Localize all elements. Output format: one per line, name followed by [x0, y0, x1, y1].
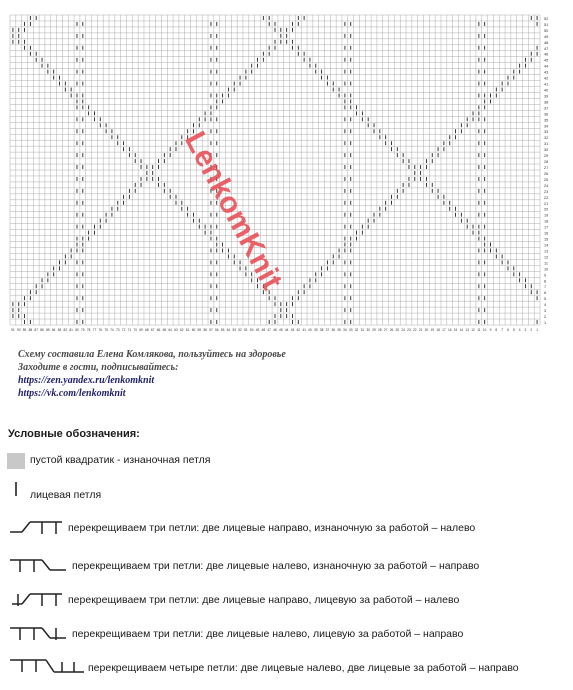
row-number: 33	[544, 130, 549, 135]
column-number: 77	[92, 328, 97, 332]
row-number: 23	[544, 189, 549, 194]
row-number: 4	[544, 303, 547, 308]
row-number: 1	[544, 321, 547, 325]
column-number: 27	[383, 328, 388, 332]
column-number: 91	[11, 328, 15, 332]
column-number: 65	[162, 328, 167, 332]
legend-text: перекрещиваем четыре петли: две лицевые налево, две лицевые за работой – направо	[88, 662, 519, 674]
cross-left-knit-icon	[6, 624, 70, 644]
column-number: 13	[465, 328, 469, 332]
column-numbers	[11, 328, 538, 332]
credits-author-line: Схему составила Елена Комлякова, пользуйтесь на здоровье	[18, 349, 286, 360]
row-number: 7	[544, 285, 547, 290]
column-number: 80	[75, 328, 79, 332]
row-number: 48	[544, 40, 549, 45]
column-number: 87	[34, 328, 38, 332]
row-number: 27	[544, 166, 549, 170]
cross-right-purl-icon	[6, 518, 66, 538]
legend-item-cross3-left-knit	[6, 624, 566, 644]
column-number: 15	[453, 328, 458, 332]
legend-item-cross4-left-knit	[6, 656, 573, 678]
column-number: 63	[174, 328, 178, 332]
column-number: 16	[447, 328, 452, 332]
column-number: 28	[378, 328, 382, 332]
cross-left-purl-icon	[6, 556, 70, 576]
column-number: 8	[495, 328, 498, 332]
row-number: 45	[544, 58, 549, 63]
row-number: 38	[544, 100, 549, 105]
column-number: 20	[424, 328, 429, 332]
column-number: 44	[284, 328, 289, 332]
row-number: 21	[544, 201, 549, 206]
row-number: 32	[544, 136, 549, 141]
column-number: 84	[51, 328, 56, 332]
row-number: 42	[544, 76, 549, 81]
legend-item-cross3-right-knit	[6, 590, 566, 610]
column-number: 9	[489, 328, 492, 332]
column-number: 83	[57, 328, 62, 332]
legend-text: пустой квадратик - изнаночная петля	[30, 454, 211, 466]
row-number: 22	[544, 195, 549, 200]
row-number: 28	[544, 160, 549, 165]
column-number: 76	[98, 328, 103, 332]
column-number: 72	[121, 328, 126, 332]
column-number: 30	[366, 328, 370, 332]
row-number: 6	[544, 291, 547, 296]
row-number: 41	[544, 82, 549, 87]
legend-text: перекрещиваем три петли: две лицевые налево, изнаночную за работой – направо	[72, 560, 480, 572]
column-number: 60	[191, 328, 196, 332]
legend-item-knit	[6, 480, 566, 502]
row-number: 36	[544, 112, 549, 117]
row-number: 29	[544, 154, 549, 159]
column-number: 11	[477, 328, 481, 332]
row-number: 44	[544, 64, 549, 69]
column-number: 37	[325, 328, 330, 332]
column-number: 54	[226, 328, 231, 332]
row-number: 52	[544, 16, 549, 21]
column-number: 75	[104, 328, 108, 332]
column-number: 39	[313, 328, 318, 332]
column-number: 35	[337, 328, 341, 332]
row-number: 35	[544, 118, 549, 123]
cross-four-left-knit-icon	[6, 656, 86, 678]
column-number: 62	[180, 328, 184, 332]
row-number: 3	[544, 309, 547, 314]
column-number: 56	[214, 328, 219, 332]
column-number: 19	[430, 328, 435, 332]
column-number: 25	[395, 328, 400, 332]
row-number: 13	[544, 249, 549, 254]
row-number: 8	[544, 279, 547, 284]
column-number: 22	[413, 328, 417, 332]
column-number: 86	[40, 328, 44, 332]
zen-link[interactable]: https://zen.yandex.ru/lenkomknit	[18, 375, 155, 386]
column-number: 46	[273, 328, 277, 332]
column-number: 33	[348, 328, 353, 332]
row-number: 14	[544, 243, 549, 248]
column-number: 14	[459, 328, 464, 332]
column-number: 7	[501, 328, 504, 332]
row-number: 25	[544, 177, 549, 182]
column-number: 52	[238, 328, 242, 332]
legend-item-purl	[6, 452, 566, 470]
row-number: 15	[544, 237, 549, 242]
column-number: 55	[220, 328, 225, 332]
column-number: 23	[407, 328, 411, 332]
column-number: 67	[150, 328, 155, 332]
column-number: 12	[471, 328, 475, 332]
column-number: 38	[319, 328, 324, 332]
legend-text: лицевая петля	[30, 489, 102, 501]
legend-item-cross3-left-purl	[6, 556, 566, 576]
legend-title: Условные обозначения:	[8, 428, 140, 440]
column-number: 61	[185, 328, 190, 332]
cross-right-knit-icon	[6, 590, 66, 610]
column-number: 31	[360, 328, 365, 332]
column-number: 41	[302, 328, 306, 332]
column-number: 58	[203, 328, 207, 332]
row-number: 50	[544, 28, 549, 33]
column-number: 79	[81, 328, 85, 332]
column-number: 59	[197, 328, 202, 332]
row-number: 26	[544, 171, 549, 176]
row-number: 2	[544, 315, 547, 320]
column-number: 66	[156, 328, 161, 332]
column-number: 18	[436, 328, 440, 332]
legend-text: перекрещиваем три петли: две лицевые направо, лицевую за работой – налево	[68, 594, 460, 606]
row-number: 43	[544, 70, 549, 75]
credits-block	[18, 348, 286, 400]
column-number: 4	[518, 328, 521, 332]
row-number: 5	[544, 297, 547, 302]
row-number: 40	[544, 88, 549, 93]
row-number: 49	[544, 34, 549, 39]
row-number: 37	[544, 106, 549, 111]
vk-link[interactable]: https://vk.com/lenkomknit	[18, 388, 126, 399]
legend-text: перекрещиваем три петли: две лицевые налево, лицевую за работой – направо	[72, 628, 464, 640]
column-number: 70	[133, 328, 137, 332]
column-number: 89	[22, 328, 27, 332]
row-number: 39	[544, 94, 549, 99]
row-number: 19	[544, 213, 549, 218]
column-number: 29	[372, 328, 376, 332]
column-number: 78	[86, 328, 91, 332]
column-number: 73	[115, 328, 120, 332]
column-number: 81	[69, 328, 73, 332]
column-number: 53	[232, 328, 237, 332]
watermark: LenkomKnit	[178, 126, 289, 295]
column-number: 32	[354, 328, 359, 332]
row-number: 16	[544, 231, 549, 236]
row-number: 24	[544, 183, 549, 188]
column-number: 69	[139, 328, 143, 332]
row-number: 46	[544, 52, 549, 57]
column-number: 43	[290, 328, 295, 332]
column-number: 6	[507, 328, 509, 332]
row-number: 18	[544, 219, 549, 224]
row-number: 31	[544, 142, 549, 147]
credits-invite-line: Заходите в гости, подписывайтесь:	[18, 362, 179, 373]
column-number: 50	[249, 328, 254, 332]
row-number: 30	[544, 148, 549, 153]
column-number: 1	[536, 328, 538, 332]
column-number: 34	[343, 328, 347, 332]
row-number: 11	[544, 261, 548, 266]
column-number: 45	[279, 328, 283, 332]
column-number: 36	[331, 328, 336, 332]
column-number: 21	[418, 328, 423, 332]
column-number: 17	[442, 328, 446, 332]
column-number: 68	[145, 328, 149, 332]
column-number: 24	[401, 328, 405, 332]
column-number: 42	[296, 328, 301, 332]
knit-stitch-icon	[6, 480, 26, 502]
column-number: 51	[244, 328, 248, 332]
column-number: 71	[127, 328, 132, 332]
empty-square-icon	[6, 452, 30, 470]
column-number: 49	[255, 328, 260, 332]
column-number: 3	[524, 328, 527, 332]
column-number: 5	[512, 328, 515, 332]
column-number: 48	[261, 328, 266, 332]
column-number: 2	[530, 328, 533, 332]
column-number: 90	[16, 328, 21, 332]
column-number: 85	[46, 328, 50, 332]
legend-item-cross3-right-purl	[6, 518, 566, 538]
row-number: 20	[544, 207, 549, 212]
row-numbers	[544, 17, 548, 325]
column-number: 26	[389, 328, 394, 332]
column-number: 74	[110, 328, 114, 332]
row-number: 51	[544, 22, 549, 27]
row-number: 17	[544, 225, 549, 230]
column-number: 88	[28, 328, 33, 332]
row-number: 9	[544, 273, 547, 278]
row-number: 34	[544, 124, 549, 129]
column-number: 40	[308, 328, 312, 332]
column-number: 64	[168, 328, 172, 332]
row-number: 12	[544, 255, 549, 260]
column-number: 10	[482, 328, 487, 332]
legend-text: перекрещиваем три петли: две лицевые направо, изнаночную за работой – налево	[68, 522, 476, 534]
column-number: 47	[267, 328, 271, 332]
column-number: 57	[209, 328, 213, 332]
column-number: 82	[63, 328, 68, 332]
row-number: 10	[544, 267, 549, 272]
row-number: 47	[544, 46, 549, 51]
